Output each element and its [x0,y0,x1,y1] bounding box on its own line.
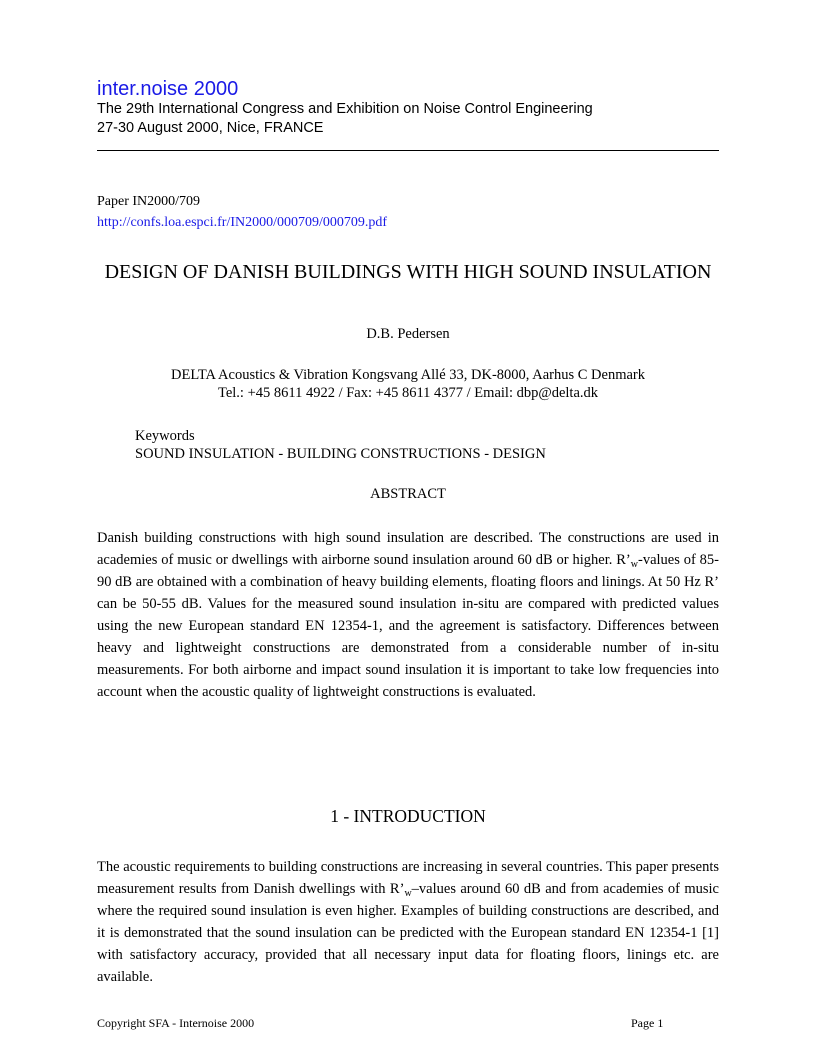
abstract-text-part2: -values of 85-90 dB are obtained with a combination of heavy building elements, floating floors and linings. At 50 Hz R’ can be 50-55 dB. Values for the measured sound insulation in-situ are compared with predicted values using the new European standard EN 12354-1, and the agreement is satisfactory. Differences between heavy and lightweight constructions are demonstrated from a considerable number of in-situ measurements. For both airborne and impact sound insulation it is important to take low frequencies into account when the acoustic quality of lightweight constructions is evaluated. [97,552,719,700]
abstract-heading: ABSTRACT [370,486,446,502]
keywords-label: Keywords [135,428,195,444]
abstract-subscript: w [630,559,638,570]
conference-name: inter.noise 2000 [97,78,239,100]
introduction-text-part1: The acoustic requirements to building constructions are increasing in several countries. This paper presents measurement results from Danish dwellings with R’ [97,859,719,897]
introduction-subscript: w [404,888,412,899]
abstract-text-part1: Danish building constructions with high sound insulation are described. The constructions are used in academies of music or dwellings with airborne sound insulation around 60 dB or higher. R’ [97,530,719,568]
keywords-list: SOUND INSULATION - BUILDING CONSTRUCTIONS - DESIGN [135,446,546,462]
introduction-text-part2: –values around 60 dB and from academies of music where the required sound insulation is even higher. Examples of building constructions are described, and it is demonstrated that the sound insulation can be predicted with the European standard EN 12354-1 [1] with satisfactory accuracy, provided that all necessary input data for floating floors, linings etc. are available. [97,881,719,985]
conference-date-location: 27-30 August 2000, Nice, FRANCE [97,120,324,136]
header-divider [97,150,719,151]
paper-title: DESIGN OF DANISH BUILDINGS WITH HIGH SOUND INSULATION [104,261,712,283]
footer-copyright: Copyright SFA - Internoise 2000 [97,1016,255,1030]
introduction-heading: 1 - INTRODUCTION [330,806,486,826]
abstract-paragraph [97,527,719,703]
author-name: D.B. Pedersen [366,326,450,342]
author-affiliation: DELTA Acoustics & Vibration Kongsvang Allé 33, DK-8000, Aarhus C Denmark [170,367,645,383]
author-contact: Tel.: +45 8611 4922 / Fax: +45 8611 4377 / Email: dbp@delta.dk [217,385,599,401]
paper-url-link[interactable]: http://confs.loa.espci.fr/IN2000/000709/000709.pdf [97,215,388,230]
footer-page-number: Page 1 [631,1016,664,1030]
introduction-paragraph [97,856,719,988]
conference-subtitle: The 29th International Congress and Exhibition on Noise Control Engineering [97,101,593,117]
paper-id: Paper IN2000/709 [97,194,201,209]
